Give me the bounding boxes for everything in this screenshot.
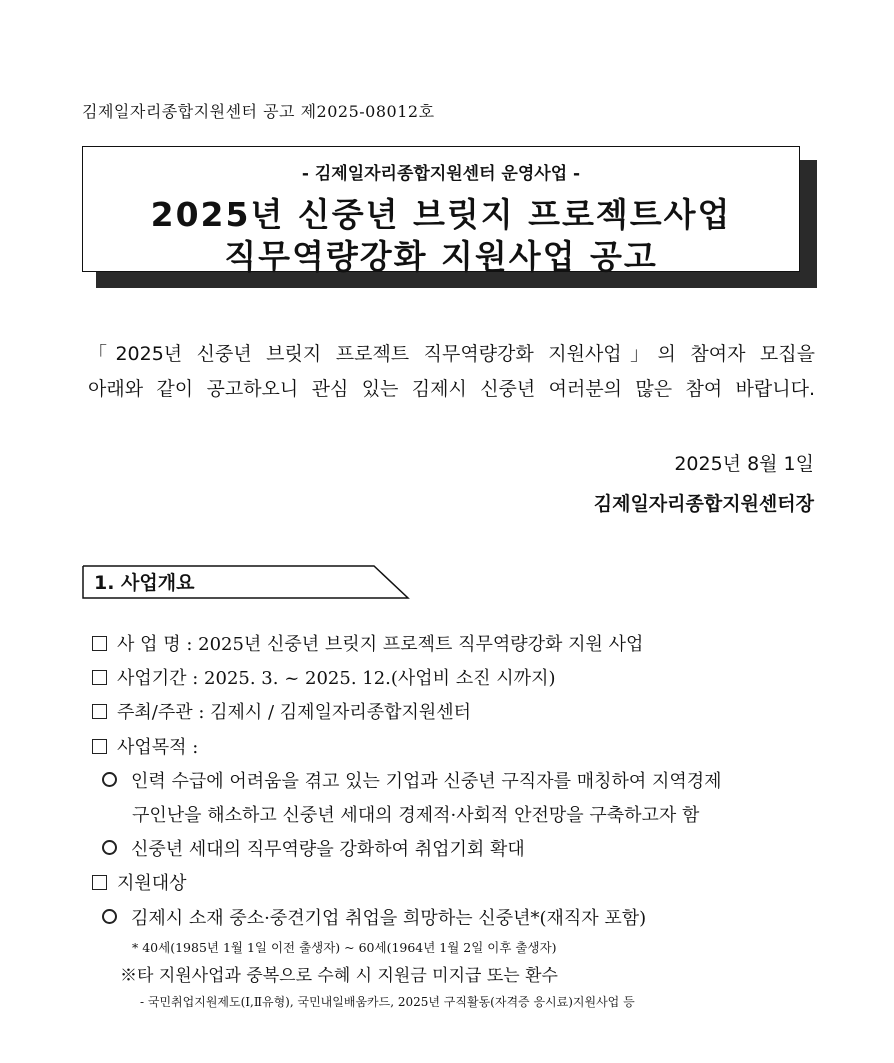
target-item xyxy=(102,904,646,930)
overview-item-target xyxy=(92,869,187,895)
signer: 김제일자리종합지원센터장 xyxy=(593,493,814,515)
circle-bullet-icon xyxy=(102,772,117,787)
checkbox-square-icon xyxy=(92,704,107,719)
checkbox-square-icon xyxy=(92,636,107,651)
purpose-text: 인력 수급에 어려움을 겪고 있는 기업과 신중년 구직자를 매칭하여 지역경제 xyxy=(131,771,722,792)
checkbox-square-icon xyxy=(92,739,107,754)
title-subtitle: - 김제일자리종합지원센터 운영사업 - xyxy=(301,164,581,184)
title-line-1: 2025년 신중년 브릿지 프로젝트사업 xyxy=(150,195,732,234)
overview-item-text: 주최/주관 : 김제시 / 김제일자리종합지원센터 xyxy=(117,702,472,723)
duplicate-benefit-note: ※타 지원사업과 중복으로 수혜 시 지원금 미지급 또는 환수 xyxy=(120,966,558,986)
duplicate-benefit-detail: - 국민취업지원제도(Ⅰ,Ⅱ유형), 국민내일배움카드, 2025년 구직활동(자격증 응시료)지원사업 등 xyxy=(140,995,635,1009)
overview-item-host xyxy=(92,698,471,724)
circle-bullet-icon xyxy=(102,909,117,924)
overview-item-text: 사 업 명 : 2025년 신중년 브릿지 프로젝트 직무역량강화 지원 사업 xyxy=(117,634,644,655)
purpose-text: 신중년 세대의 직무역량을 강화하여 취업기회 확대 xyxy=(131,839,525,860)
overview-item-text: 사업목적 : xyxy=(117,737,199,758)
title-line-2: 직무역량강화 지원사업 공고 xyxy=(224,237,658,276)
intro-line-2: 아래와 같이 공고하오니 관심 있는 김제시 신중년 여러분의 많은 참여 바랍니다. xyxy=(88,378,815,400)
overview-item-text: 지원대상 xyxy=(117,873,187,894)
target-footnote: * 40세(1985년 1월 1일 이전 출생자) ~ 60세(1964년 1월 2일 이후 출생자) xyxy=(132,940,557,955)
document-number: 김제일자리종합지원센터 공고 제2025-08012호 xyxy=(82,102,435,121)
section-1-header xyxy=(82,564,410,600)
purpose-item-2 xyxy=(102,835,525,861)
intro-line-1: 「2025년 신중년 브릿지 프로젝트 직무역량강화 지원사업」의 참여자 모집을 xyxy=(88,343,815,365)
overview-item-purpose xyxy=(92,733,198,759)
overview-item-name xyxy=(92,630,643,656)
checkbox-square-icon xyxy=(92,670,107,685)
overview-item-period xyxy=(92,664,555,690)
overview-item-text: 사업기간 : 2025. 3. ~ 2025. 12.(사업비 소진 시까지) xyxy=(117,668,556,689)
announcement-date: 2025년 8월 1일 xyxy=(674,453,814,475)
checkbox-square-icon xyxy=(92,875,107,890)
purpose-item-1-cont: 구인난을 해소하고 신중년 세대의 경제적·사회적 안전망을 구축하고자 함 xyxy=(132,805,700,826)
section-1-title: 1. 사업개요 xyxy=(94,572,195,594)
target-text: 김제시 소재 중소·중견기업 취업을 희망하는 신중년*(재직자 포함) xyxy=(131,908,647,929)
title-box xyxy=(82,146,800,276)
purpose-item-1 xyxy=(102,767,722,793)
circle-bullet-icon xyxy=(102,840,117,855)
